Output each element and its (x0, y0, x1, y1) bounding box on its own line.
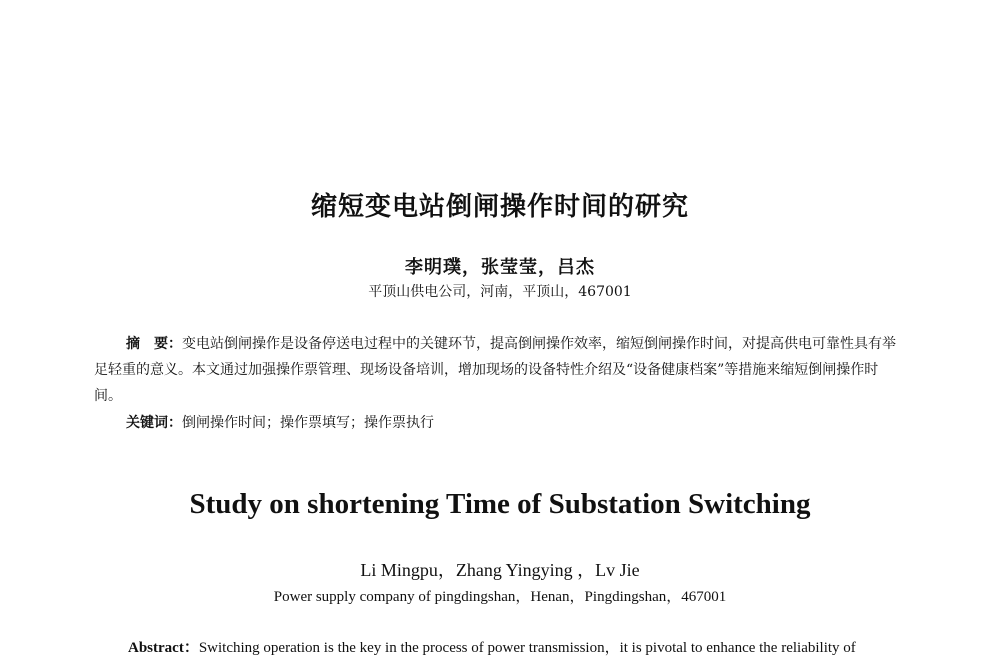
keywords-label-chinese: 关键词： (126, 415, 182, 431)
authors-english: Li Mingpu，Zhang Yingying ，Lv Jie (360, 560, 640, 580)
abstract-label-chinese: 摘 要： (126, 336, 182, 352)
keywords-chinese (94, 410, 932, 436)
paper-title-english: Study on shortening Time of Substation Switching (189, 488, 811, 520)
abstract-chinese (94, 331, 900, 409)
abstract-english (128, 636, 928, 657)
abstract-label-english: Abstract： (128, 640, 199, 656)
authors-chinese: 李明璞，张莹莹，吕杰 (405, 257, 595, 278)
abstract-text-chinese: 变电站倒闸操作是设备停送电过程中的关键环节，提高倒闸操作效率，缩短倒闸操作时间，对提高供电可靠性具有举足轻重的意义。本文通过加强操作票管理、现场设备培训，增加现场的设备特性介绍及“设备健康档案”等措施来缩短倒闸操作时间。 (94, 336, 896, 404)
affiliation-chinese: 平顶山供电公司，河南，平顶山，467001 (368, 284, 632, 300)
abstract-text-english: Switching operation is the key in the process of power transmission，it is pivotal to enhance the reliability of (198, 640, 856, 656)
paper-title-chinese: 缩短变电站倒闸操作时间的研究 (310, 192, 689, 222)
affiliation-english: Power supply company of pingdingshan，Henan，Pingdingshan，467001 (273, 589, 727, 605)
keywords-text-chinese: 倒闸操作时间；操作票填写；操作票执行 (182, 415, 434, 431)
